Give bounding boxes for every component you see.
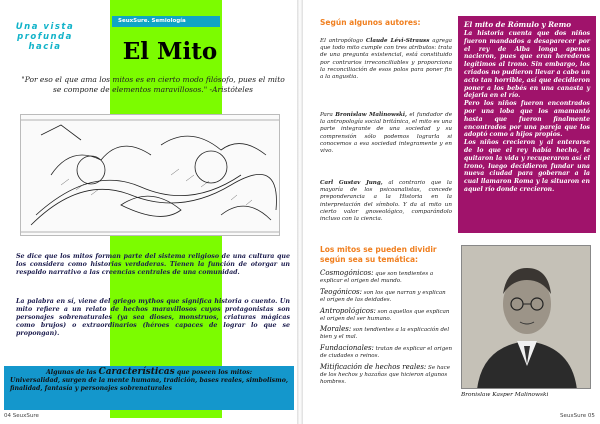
- author-levi-strauss: [320, 38, 452, 81]
- author-3-text: al contrario que la mayoría de los psicoanalistas, concede preponderancia a la Historia en la interpretación del símbolo. Y da al mito un cierto valor gnoseológico, comparándolo incluso con la ciencia.: [320, 180, 452, 223]
- author-1-name: Claude Lévi-Strauss: [365, 38, 430, 44]
- author-3-name: Carl Gustav Jung,: [320, 180, 383, 186]
- page-title: El Mito: [122, 38, 218, 65]
- characteristics-box: [4, 366, 294, 410]
- aristotle-quote: "Por eso el que ama los mitos es en cierto modo filósofo, pues el mito se compone de elementos maravillosos." -Aristóteles: [21, 75, 285, 94]
- author-1-pre: El antropólogo: [320, 38, 363, 44]
- list-item: Morales: son tendientes a la explicación del bien y el mal.: [320, 325, 450, 341]
- folio-right: SeuxSure 05: [560, 413, 595, 419]
- portrait-icon: [462, 246, 591, 389]
- engraving-illustration: [20, 114, 280, 236]
- list-item: Mitificación de hechos reales: Se hace de los hechos y hazañas que hicieron algunos hombres.: [320, 363, 450, 385]
- page-gutter: [297, 0, 303, 424]
- author-1-text: agrega que todo mito cumple con tres atributos: trata de una pregunta existencial, está constituido por contrarios irreconciliables y proporciona la reconciliación de esos polos para poner fin a la angustia.: [320, 38, 453, 81]
- purple-box-title: El mito de Rómulo y Remo: [464, 20, 572, 29]
- author-2-text: el fundador de la antropología social británica, el mito es una parte integrante de una sociedad y su comprensión sólo podemos lograrla si conocemos a esa sociedad integramente y en vivo.: [320, 112, 452, 155]
- author-2-pre: Para: [320, 112, 333, 118]
- kicker-text: Una vista profunda hacia: [15, 22, 75, 52]
- box-lead-end: que poseen los mitos:: [176, 369, 252, 376]
- box-lead-start: Algunas de las: [46, 369, 97, 376]
- box-big-word: Características: [98, 367, 175, 377]
- author-jung: [320, 180, 452, 223]
- purple-p3: Los niños crecieron y al enterarse de lo que el rey había hecho, le quitaron la vida y recuperaron así el trono, luego decidieron fundar una nueva ciudad para gobernar a la cual llamaron Roma y la situaron en aquel río donde crecieron.: [464, 139, 590, 193]
- romulus-remus-box: [458, 16, 596, 233]
- engraving-icon: [21, 115, 280, 236]
- author-2-name: Bronislaw Malinowski,: [335, 112, 407, 118]
- purple-p2: Pero los niños fueron encontrados por una loba que los amamantó hasta que fueron finalmente encontrados por una pareja que los adoptó como a hijos propios.: [464, 100, 590, 139]
- box-lead: [10, 369, 288, 377]
- purple-p1: La historia cuenta que dos niños fueron mandados a desaparecer por el rey de Alba longa apenas nacieron, pues que eran herederos legítimos al trono. Sin embargo, los criados no pudieron llevar a cabo un acto tan horrible, así que decidieron poner a los bebés en una canasta y dejarla en el río.: [464, 30, 590, 100]
- myth-types-list: [320, 270, 452, 390]
- list-item: Fundacionales: tratan de explicar el origen de ciudades o reinos.: [320, 344, 453, 360]
- photo-caption: Bronislaw Kasper Malinowski: [461, 392, 549, 398]
- folio-left: 04 SeuxSure: [4, 413, 39, 419]
- list-item: Antropológicos: son aquellos que explican el origen del ser humano.: [320, 306, 450, 322]
- list-item: Teogónicos: son los que narran y explican el origen de las deidades.: [320, 287, 446, 303]
- paragraph-2: La palabra en sí, viene del griego mythos que significa historia o cuento. Un mito refiere a un relato de hechos maravillosos cuyos protagonistas son personajes sobrenaturales (ya sea dioses, monstruos, criaturas mágicas como brujos) o extraordinarios (héroes capaces de lograr lo que se propongan).: [16, 298, 290, 338]
- author-malinowski: [320, 112, 452, 155]
- divide-heading: Los mitos se pueden dividir según sea su temática:: [320, 245, 437, 264]
- paragraph-1: Se dice que los mitos forman parte del sistema religioso de una cultura que los considera como historias verdaderas. Tienen la función de otorgar un respaldo narrativo a las creencias centrales de una comunidad.: [16, 253, 290, 277]
- malinowski-photo: [461, 245, 591, 389]
- list-item: Cosmogónicos: que son tendientes a explicar el origen del mundo.: [320, 269, 434, 284]
- box-body: Universalidad, surgen de la mente humana, tradición, bases reales, simbolismo, finalidad, fantasía y personajes sobrenaturales: [10, 376, 288, 392]
- authors-heading: Según algunos autores:: [320, 18, 421, 27]
- section-tag: SeuxSure. Semiología: [112, 16, 220, 27]
